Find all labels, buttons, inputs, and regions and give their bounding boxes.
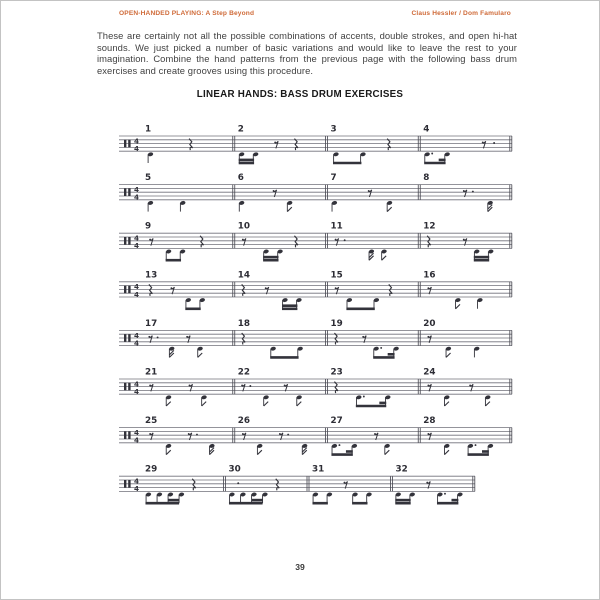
exercise-number: 26 xyxy=(237,416,250,427)
svg-text:4: 4 xyxy=(133,379,140,389)
svg-text:4: 4 xyxy=(133,289,140,299)
exercise-number: 22 xyxy=(237,367,250,378)
svg-text:4: 4 xyxy=(133,330,140,340)
exercise-number: 9 xyxy=(145,221,152,232)
svg-text:4: 4 xyxy=(133,435,140,445)
svg-text:4: 4 xyxy=(133,476,140,486)
exercise-number: 16 xyxy=(423,270,436,281)
exercise-number: 25 xyxy=(145,416,158,427)
intro-paragraph: These are certainly not all the possible combinations of accents, double strokes, and open hi-hat sounds. We just picked a number of basic variations and would like to leave the rest to your imagination. Combine the hand patterns from the previous page with the following bass drum exercises and create grooves using this procedure. xyxy=(97,30,517,77)
exercise-number: 31 xyxy=(312,464,325,475)
staff-row-8 xyxy=(119,465,475,504)
exercise-number: 6 xyxy=(237,173,244,184)
exercise-number: 29 xyxy=(145,464,158,475)
exercise-number: 12 xyxy=(423,221,436,232)
exercise-number: 13 xyxy=(145,270,158,281)
svg-text:4: 4 xyxy=(133,233,140,243)
exercise-number: 2 xyxy=(237,124,244,135)
staff-row-4 xyxy=(119,270,512,309)
svg-text:4: 4 xyxy=(133,338,140,348)
exercise-number: 5 xyxy=(145,173,152,184)
page-number: 39 xyxy=(295,562,305,572)
svg-text:4: 4 xyxy=(133,185,140,194)
exercise-number: 4 xyxy=(423,124,430,135)
exercise-number: 28 xyxy=(423,416,436,427)
exercise-number: 24 xyxy=(423,367,436,378)
running-header-title: OPEN-HANDED PLAYING: A Step Beyond xyxy=(119,10,255,17)
exercise-number: 15 xyxy=(330,270,343,281)
exercise-number: 10 xyxy=(237,221,250,232)
svg-text:4: 4 xyxy=(133,428,140,437)
exercise-number: 30 xyxy=(228,464,241,475)
svg-text:4: 4 xyxy=(133,136,140,146)
staff-row-6 xyxy=(119,368,512,407)
exercise-number: 7 xyxy=(330,173,337,184)
music-notation xyxy=(1,1,600,600)
exercise-number: 1 xyxy=(145,124,152,135)
staff-row-7 xyxy=(119,416,512,455)
running-header-authors: Claus Hessler / Dom Famularo xyxy=(411,10,511,17)
staff-row-3 xyxy=(119,222,512,261)
svg-text:4: 4 xyxy=(133,387,140,396)
exercise-number: 21 xyxy=(145,367,158,378)
exercise-number: 8 xyxy=(423,173,430,184)
svg-text:4: 4 xyxy=(133,282,140,292)
staff-row-2 xyxy=(119,173,512,212)
exercise-number: 3 xyxy=(330,124,337,135)
exercise-number: 27 xyxy=(330,416,343,427)
exercise-number: 18 xyxy=(237,318,250,329)
svg-text:4: 4 xyxy=(133,192,140,202)
svg-text:4: 4 xyxy=(133,484,140,494)
exercise-number: 20 xyxy=(423,318,436,329)
exercise-number: 14 xyxy=(237,270,250,281)
exercise-number: 32 xyxy=(395,464,408,475)
staff-row-5 xyxy=(119,319,512,358)
exercise-number: 11 xyxy=(330,221,343,232)
svg-text:4: 4 xyxy=(133,241,140,251)
staff-row-1 xyxy=(119,125,512,164)
svg-text:4: 4 xyxy=(133,144,140,153)
exercise-number: 17 xyxy=(145,318,158,329)
exercise-number: 23 xyxy=(330,367,343,378)
exercise-number: 19 xyxy=(330,318,343,329)
section-title: LINEAR HANDS: BASS DRUM EXERCISES xyxy=(196,89,404,100)
